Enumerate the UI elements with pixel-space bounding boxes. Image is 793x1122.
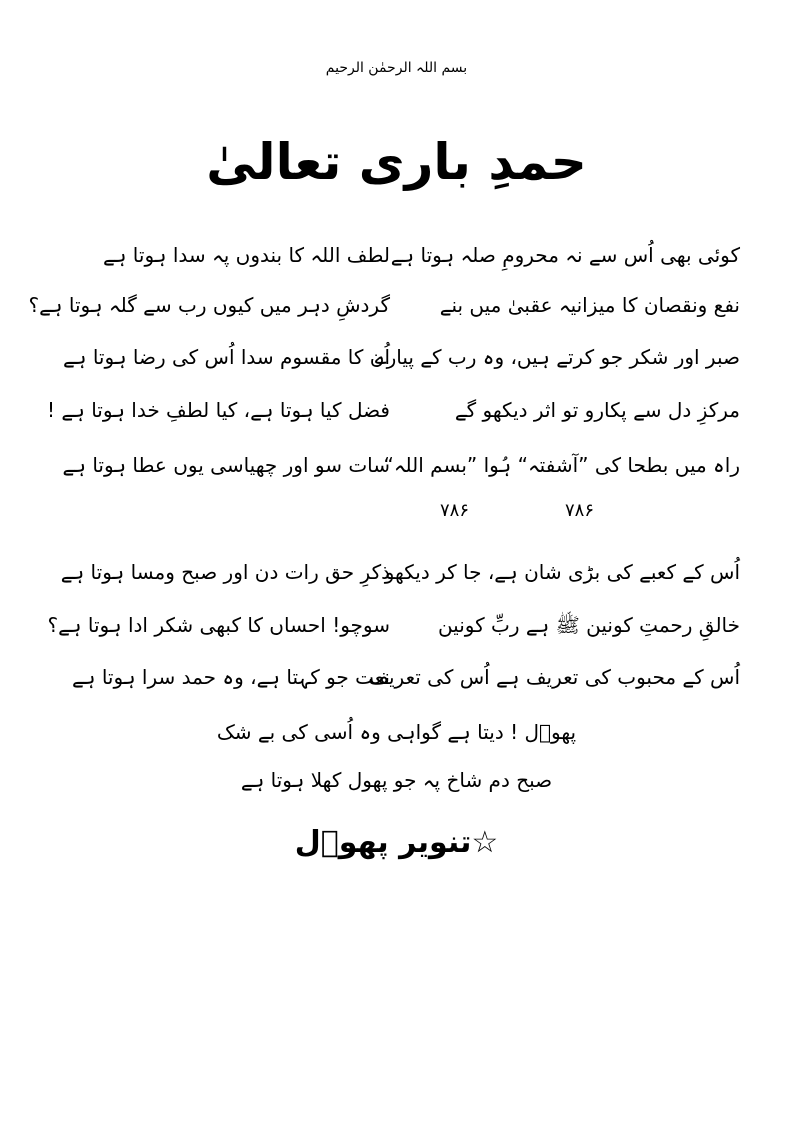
second-hemistich: سوچو! احساں کا کبھی شکر ادا ہوتا ہے؟	[47, 613, 390, 637]
first-hemistich: مرکزِ دل سے پکارو تو اثر دیکھو گے	[454, 398, 740, 422]
first-hemistich: نفع ونقصان کا میزانیہ عقبیٰ میں بنے	[439, 293, 740, 317]
bismillah-heading: بسم اللہ الرحمٰن الرحیم	[325, 60, 468, 76]
second-hemistich: سات سو اور چھیاسی یوں عطا ہوتا ہے	[62, 453, 390, 477]
couplet	[28, 285, 740, 325]
abjad-numbers	[0, 500, 793, 530]
number-786-second: ۷۸۶	[440, 500, 470, 521]
poem-title: حمدِ باری تعالیٰ	[206, 133, 587, 191]
second-hemistich: فضل کیا ہوتا ہے، کیا لطفِ خدا ہوتا ہے !	[47, 398, 390, 422]
second-hemistich: اُن کا مقسوم سدا اُس کی رضا ہوتا ہے	[63, 345, 390, 369]
couplet	[55, 657, 740, 697]
second-hemistich: لطف اللہ کا بندوں پہ سدا ہوتا ہے	[102, 243, 390, 267]
couplet	[55, 337, 740, 377]
second-hemistich: ذکرِ حق رات دن اور صبح ومسا ہوتا ہے	[60, 560, 390, 584]
couplet	[47, 605, 740, 645]
second-hemistich: نعت جو کہتا ہے، وہ حمد سرا ہوتا ہے	[72, 665, 390, 689]
closing-line: پھوؔل ! دیتا ہے گواہی وہ اُسی کی بے شک	[216, 720, 577, 744]
couplet	[55, 235, 740, 275]
first-hemistich: راہ میں بطحا کی ”آشفتہ“ ہُوا ”بسم اللہ“	[383, 453, 740, 477]
second-hemistich: گردشِ دہر میں کیوں رب سے گلہ ہوتا ہے؟	[28, 293, 390, 317]
first-hemistich: خالقِ رحمتِ کونین ﷺ ہے ربِّ کونین	[437, 613, 740, 637]
couplet	[55, 552, 740, 592]
first-hemistich: اُس کے محبوب کی تعریف ہے اُس کی تعریف	[368, 665, 740, 689]
couplet	[47, 390, 740, 430]
first-hemistich: اُس کے کعبے کی بڑی شان ہے، جا کر دیکھو	[384, 560, 740, 584]
poet-signature: ☆تنویر پھوؔل	[294, 825, 499, 860]
first-hemistich: صبر اور شکر جو کرتے ہیں، وہ رب کے پیارے	[374, 345, 740, 369]
closing-line: صبح دم شاخ پہ جو پھول کھلا ہوتا ہے	[240, 768, 553, 792]
number-786-first: ۷۸۶	[565, 500, 595, 521]
couplet	[55, 445, 740, 485]
first-hemistich: کوئی بھی اُس سے نہ محرومِ صلہ ہوتا ہے	[390, 243, 740, 267]
